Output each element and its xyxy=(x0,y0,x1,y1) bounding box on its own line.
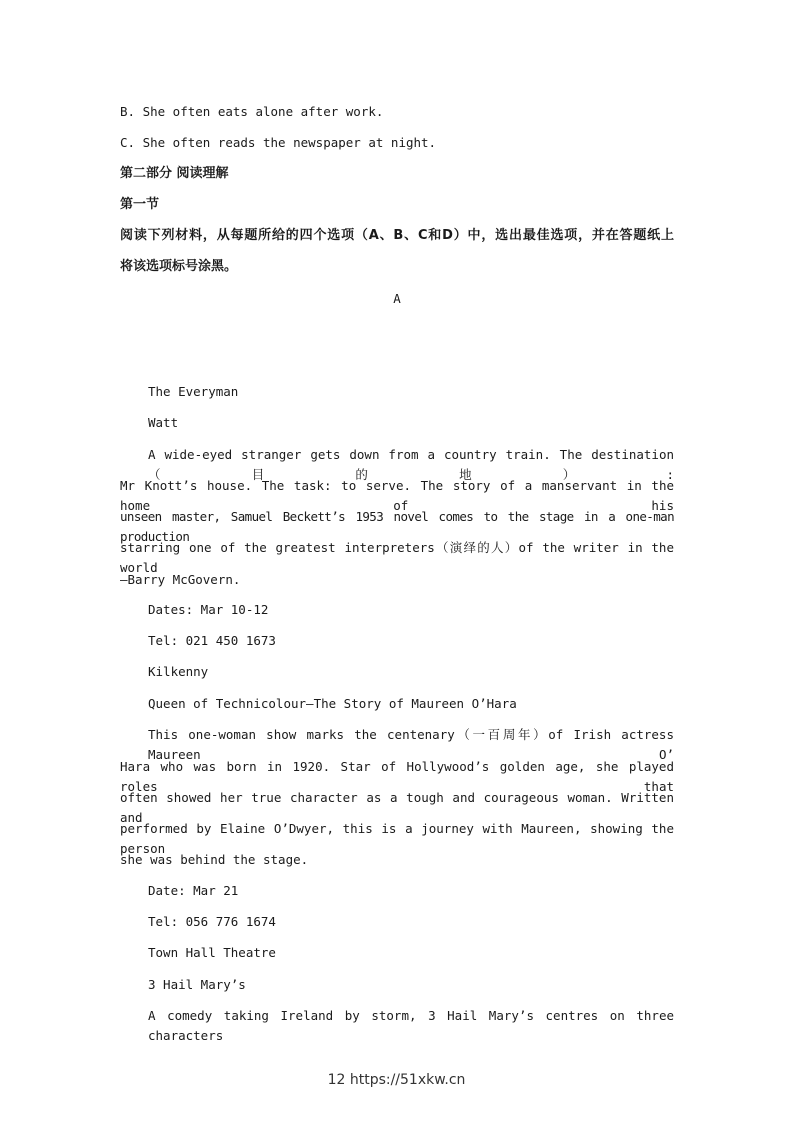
paragraph-line: Hara who was born in 1920. Star of Hollywood’s golden age, she played roles that xyxy=(120,759,674,794)
paragraph-line: A wide-eyed stranger gets down from a country train. The destination（目的地）: xyxy=(148,447,674,482)
paragraph-line: performed by Elaine O’Dwyer, this is a journey with Maureen, showing the person xyxy=(120,821,674,856)
show-date: Date: Mar 21 xyxy=(148,883,239,898)
paragraph-line: —Barry McGovern. xyxy=(120,572,241,587)
venue-heading: Kilkenny xyxy=(148,664,209,679)
show-title: Queen of Technicolour—The Story of Maureen O’Hara xyxy=(148,696,517,711)
paragraph-line: A comedy taking Ireland by storm, 3 Hail Mary’s centres on three characters xyxy=(148,1008,674,1043)
venue-heading: The Everyman xyxy=(148,384,239,399)
venue-heading: Town Hall Theatre xyxy=(148,945,276,960)
paragraph-line: starring one of the greatest interpreters（演绎的人）of the writer in the world xyxy=(120,540,674,575)
answer-option-c: C. She often reads the newspaper at night. xyxy=(120,135,437,150)
show-tel: Tel: 056 776 1674 xyxy=(148,914,276,929)
page-footer: 12 https://51xkw.cn xyxy=(327,1072,466,1088)
instruction-line-1: 阅读下列材料，从每题所给的四个选项（A、B、C和D）中，选出最佳选项，并在答题纸上 xyxy=(120,228,674,243)
show-title: Watt xyxy=(148,415,179,430)
paragraph-line: Mr Knott’s house. The task: to serve. The story of a manservant in the home of his xyxy=(120,478,674,513)
section-heading: 第一节 xyxy=(120,197,160,212)
part-heading: 第二部分 阅读理解 xyxy=(120,166,229,181)
paragraph-line: she was behind the stage. xyxy=(120,852,309,867)
show-tel: Tel: 021 450 1673 xyxy=(148,633,276,648)
instruction-line-2: 将该选项标号涂黑。 xyxy=(120,259,238,274)
paragraph-line: often showed her true character as a tough and courageous woman. Written and xyxy=(120,790,674,825)
answer-option-b: B. She often eats alone after work. xyxy=(120,104,384,119)
show-title: 3 Hail Mary’s xyxy=(148,977,246,992)
paragraph-line: unseen master, Samuel Beckett’s 1953 novel comes to the stage in a one-man production xyxy=(120,509,674,544)
show-dates: Dates: Mar 10-12 xyxy=(148,602,269,617)
passage-label: A xyxy=(393,291,401,306)
paragraph-line: This one-woman show marks the centenary（一百周年）of Irish actress Maureen O’ xyxy=(148,727,674,762)
